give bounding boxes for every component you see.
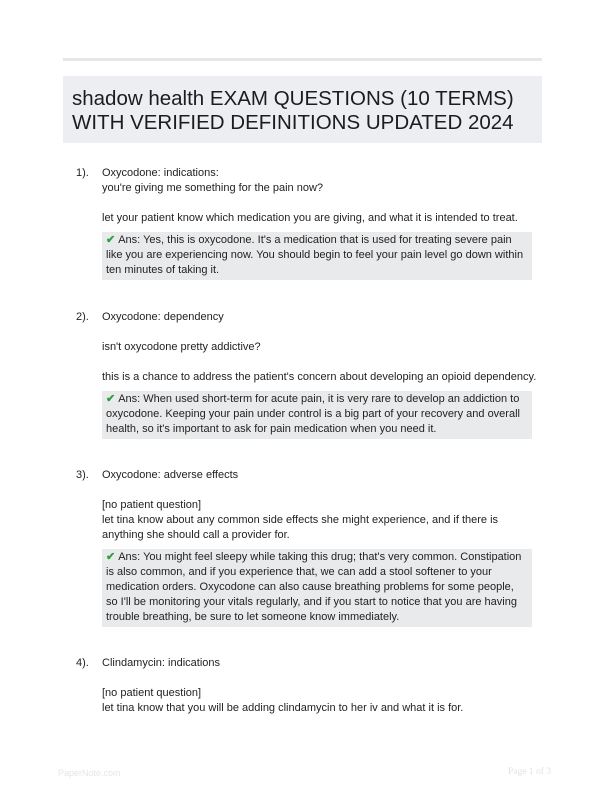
document-title: shadow health EXAM QUESTIONS (10 TERMS) WITH VERIFIED DEFINITIONS UPDATED 2024 — [72, 87, 514, 134]
answer-text: Ans: Yes, this is oxycodone. It's a medication that is used for treating severe pain like you are experiencing now. You should begin to feel your pain level go down within ten minutes of taking it. — [106, 234, 524, 276]
question-term: Clindamycin: indications — [102, 657, 220, 669]
answer-box — [102, 391, 532, 439]
patient-question: [no patient question] — [102, 499, 202, 511]
check-icon: ✔ — [106, 234, 116, 246]
question-term: Oxycodone: indications: — [102, 167, 219, 179]
answer-box — [102, 549, 532, 627]
question-3 — [76, 468, 538, 627]
question-instruction: let tina know that you will be adding clindamycin to her iv and what it is for. — [102, 702, 464, 714]
footer-page-number: Page 1 of 3 — [508, 767, 552, 777]
question-1 — [76, 166, 538, 280]
answer-text: Ans: You might feel sleepy while taking this drug; that's very common. Constipation is also common, and if you experience that, we can add a stool softener to your medication orders. Oxycodone can also cause breathing problems for some people, so I'll be monitoring your vitals regularly, and if you start to notice that you are having trouble breathing, be sure to let someone know immediately. — [106, 551, 522, 623]
question-number: 3). — [76, 469, 89, 481]
check-icon: ✔ — [106, 393, 116, 405]
title-box — [63, 76, 542, 143]
footer-watermark: PaperNote.com — [58, 768, 121, 778]
answer-text: Ans: When used short-term for acute pain, it is very rare to develop an addiction to oxycodone. Keeping your pain under control is a big part of your recovery and overall health, so it's important to ask for pain medication when you need it. — [106, 393, 520, 435]
question-term: Oxycodone: dependency — [102, 311, 224, 323]
question-instruction: let tina know about any common side effects she might experience, and if there is anything she should call a provider for. — [102, 514, 499, 541]
question-number: 1). — [76, 167, 89, 179]
top-rule — [63, 58, 542, 61]
question-2 — [76, 310, 538, 439]
question-number: 2). — [76, 311, 89, 323]
answer-box — [102, 232, 532, 280]
patient-question: isn't oxycodone pretty addictive? — [102, 341, 261, 353]
question-instruction: this is a chance to address the patient's concern about developing an opioid dependency. — [102, 371, 537, 383]
question-number: 4). — [76, 657, 89, 669]
question-instruction: let your patient know which medication you are giving, and what it is intended to treat. — [102, 212, 518, 224]
question-4 — [76, 656, 538, 716]
patient-question: you're giving me something for the pain now? — [102, 182, 324, 194]
check-icon: ✔ — [106, 551, 116, 563]
question-term: Oxycodone: adverse effects — [102, 469, 239, 481]
patient-question: [no patient question] — [102, 687, 202, 699]
